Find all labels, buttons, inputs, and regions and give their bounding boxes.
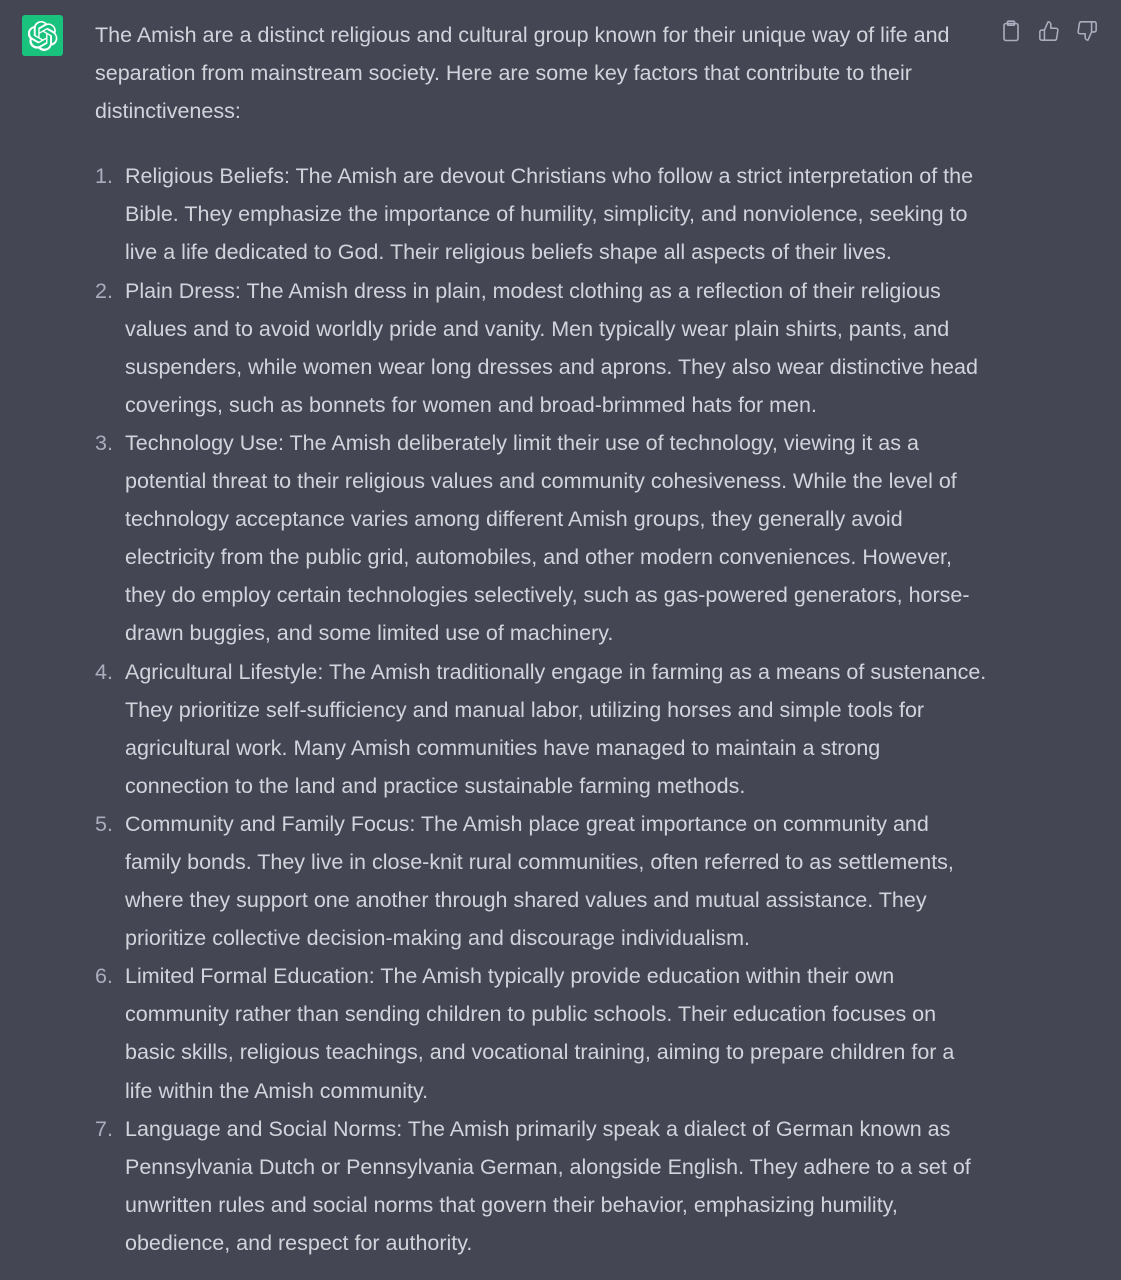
list-item-text: Agricultural Lifestyle: The Amish traditionally engage in farming as a means of sustenance. They prioritize self-sufficiency and manual labor, utilizing horses and simple tools for agricultural work. Many Amish communities have managed to maintain a strong connection to the land and practice sustainable farming methods. [125, 659, 987, 798]
list-item [95, 1110, 987, 1262]
list-item [95, 424, 987, 653]
assistant-avatar [22, 15, 63, 56]
thumbs-down-icon [1076, 20, 1098, 42]
list-item-number: 2. [95, 278, 113, 303]
list-item-number: 1. [95, 164, 113, 189]
list-item [95, 957, 987, 1109]
list-item-number: 5. [95, 811, 113, 836]
list-item-text: Technology Use: The Amish deliberately limit their use of technology, viewing it as a potential threat to their religious values and community cohesiveness. While the level of technology acceptance varies among different Amish groups, they generally avoid electricity from the public grid, automobiles, and other modern conveniences. However, they do employ certain technologies selectively, such as gas-powered generators, horse-drawn buggies, and some limited use of machinery. [125, 430, 970, 646]
list-item-number: 7. [95, 1116, 113, 1141]
list-item-number: 4. [95, 659, 113, 684]
list-item-text: Language and Social Norms: The Amish primarily speak a dialect of German known as Pennsylvania Dutch or Pennsylvania German, alongside English. They adhere to a set of unwritten rules and social norms that govern their behavior, emphasizing humility, obedience, and respect for authority. [125, 1116, 971, 1255]
copy-button[interactable] [998, 18, 1024, 44]
assistant-message [95, 16, 987, 1262]
list-item [95, 653, 987, 805]
thumbs-up-icon [1038, 20, 1060, 42]
list-item [95, 157, 987, 271]
clipboard-icon [1001, 20, 1021, 42]
message-intro: The Amish are a distinct religious and cultural group known for their unique way of life and separation from mainstream society. Here are some key factors that contribute to their distinctiveness: [95, 23, 950, 124]
message-actions [998, 18, 1100, 44]
list-item [95, 805, 987, 957]
list-item-text: Religious Beliefs: The Amish are devout Christians who follow a strict interpretation of the Bible. They emphasize the importance of humility, simplicity, and nonviolence, seeking to live a life dedicated to God. Their religious beliefs shape all aspects of their lives. [125, 164, 974, 265]
thumbs-up-button[interactable] [1036, 18, 1062, 44]
list-item-text: Plain Dress: The Amish dress in plain, modest clothing as a reflection of their religious values and to avoid worldly pride and vanity. Men typically wear plain shirts, pants, and suspenders, while women wear long dresses and aprons. They also wear distinctive head coverings, such as bonnets for women and broad-brimmed hats for men. [125, 278, 978, 417]
factor-list [95, 157, 987, 1262]
list-item-text: Community and Family Focus: The Amish place great importance on community and family bonds. They live in close-knit rural communities, often referred to as settlements, where they support one another through shared values and mutual assistance. They prioritize collective decision-making and discourage individualism. [125, 811, 954, 951]
openai-logo-icon [28, 21, 58, 51]
list-item-number: 6. [95, 964, 113, 989]
list-item-text: Limited Formal Education: The Amish typically provide education within their own community rather than sending children to public schools. Their education focuses on basic skills, religious teachings, and vocational training, aiming to prepare children for a life within the Amish community. [125, 964, 955, 1103]
list-item-number: 3. [95, 430, 113, 455]
list-item [95, 272, 987, 424]
thumbs-down-button[interactable] [1074, 18, 1100, 44]
